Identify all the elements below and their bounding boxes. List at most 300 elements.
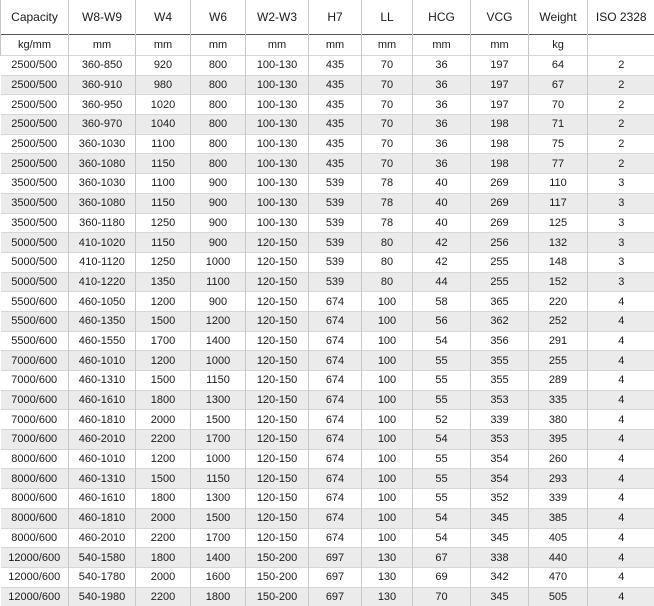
cell-w4: 1350 <box>136 272 191 292</box>
cell-w6: 1500 <box>191 410 246 430</box>
table-row <box>1 193 654 213</box>
cell-w8-w9: 410-1020 <box>69 233 136 253</box>
cell-ll: 78 <box>362 174 413 194</box>
cell-h7: 697 <box>309 548 362 568</box>
cell-capacity: 12000/600 <box>1 548 69 568</box>
cell-w2-w3: 100-130 <box>246 115 309 135</box>
table-row <box>1 469 654 489</box>
unit-h7: mm <box>309 35 362 56</box>
cell-w4: 1100 <box>136 174 191 194</box>
cell-h7: 697 <box>309 587 362 606</box>
cell-weight: 148 <box>529 252 588 272</box>
cell-ll: 70 <box>362 95 413 115</box>
cell-w2-w3: 120-150 <box>246 508 309 528</box>
cell-iso-2328: 3 <box>588 174 654 194</box>
unit-iso-2328 <box>588 35 654 56</box>
cell-weight: 152 <box>529 272 588 292</box>
cell-weight: 291 <box>529 331 588 351</box>
cell-iso-2328: 3 <box>588 213 654 233</box>
cell-w6: 1150 <box>191 469 246 489</box>
cell-w4: 1800 <box>136 489 191 509</box>
table-row <box>1 272 654 292</box>
cell-vcg: 354 <box>471 469 529 489</box>
cell-weight: 125 <box>529 213 588 233</box>
cell-vcg: 255 <box>471 252 529 272</box>
cell-ll: 100 <box>362 351 413 371</box>
table-row <box>1 56 654 76</box>
cell-iso-2328: 4 <box>588 508 654 528</box>
cell-vcg: 338 <box>471 548 529 568</box>
cell-h7: 435 <box>309 75 362 95</box>
cell-w2-w3: 120-150 <box>246 371 309 391</box>
cell-weight: 260 <box>529 449 588 469</box>
cell-iso-2328: 4 <box>588 528 654 548</box>
cell-w8-w9: 460-2010 <box>69 430 136 450</box>
cell-weight: 293 <box>529 469 588 489</box>
cell-hcg: 55 <box>413 351 471 371</box>
cell-iso-2328: 2 <box>588 56 654 76</box>
cell-w6: 1300 <box>191 390 246 410</box>
cell-ll: 100 <box>362 311 413 331</box>
cell-w6: 900 <box>191 174 246 194</box>
table-row <box>1 567 654 587</box>
unit-capacity: kg/mm <box>1 35 69 56</box>
cell-hcg: 55 <box>413 371 471 391</box>
cell-ll: 100 <box>362 430 413 450</box>
cell-weight: 339 <box>529 489 588 509</box>
cell-ll: 78 <box>362 193 413 213</box>
unit-vcg: mm <box>471 35 529 56</box>
cell-iso-2328: 2 <box>588 115 654 135</box>
cell-w8-w9: 360-1080 <box>69 193 136 213</box>
cell-ll: 130 <box>362 587 413 606</box>
cell-capacity: 8000/600 <box>1 528 69 548</box>
cell-h7: 435 <box>309 154 362 174</box>
cell-w8-w9: 460-1610 <box>69 390 136 410</box>
col-header-w4: W4 <box>136 0 191 35</box>
cell-ll: 130 <box>362 548 413 568</box>
table-row <box>1 449 654 469</box>
cell-w8-w9: 460-1350 <box>69 311 136 331</box>
cell-w8-w9: 460-1010 <box>69 449 136 469</box>
table-row <box>1 528 654 548</box>
cell-w6: 800 <box>191 134 246 154</box>
cell-vcg: 355 <box>471 351 529 371</box>
cell-ll: 70 <box>362 56 413 76</box>
cell-h7: 435 <box>309 95 362 115</box>
cell-w2-w3: 120-150 <box>246 311 309 331</box>
col-header-vcg: VCG <box>471 0 529 35</box>
cell-hcg: 70 <box>413 587 471 606</box>
unit-ll: mm <box>362 35 413 56</box>
cell-ll: 70 <box>362 134 413 154</box>
cell-h7: 674 <box>309 390 362 410</box>
cell-vcg: 345 <box>471 508 529 528</box>
cell-vcg: 198 <box>471 154 529 174</box>
cell-capacity: 2500/500 <box>1 95 69 115</box>
cell-capacity: 2500/500 <box>1 56 69 76</box>
cell-w4: 2000 <box>136 508 191 528</box>
cell-w2-w3: 120-150 <box>246 430 309 450</box>
cell-w2-w3: 120-150 <box>246 489 309 509</box>
cell-w4: 1500 <box>136 469 191 489</box>
cell-w4: 2200 <box>136 528 191 548</box>
cell-iso-2328: 3 <box>588 252 654 272</box>
table-row <box>1 115 654 135</box>
cell-iso-2328: 4 <box>588 371 654 391</box>
cell-w4: 2000 <box>136 410 191 430</box>
cell-vcg: 197 <box>471 56 529 76</box>
cell-capacity: 5500/600 <box>1 292 69 312</box>
cell-w2-w3: 150-200 <box>246 587 309 606</box>
cell-w6: 1200 <box>191 311 246 331</box>
cell-iso-2328: 4 <box>588 469 654 489</box>
cell-hcg: 42 <box>413 252 471 272</box>
cell-vcg: 354 <box>471 449 529 469</box>
cell-hcg: 69 <box>413 567 471 587</box>
cell-capacity: 3500/500 <box>1 174 69 194</box>
unit-hcg: mm <box>413 35 471 56</box>
cell-w2-w3: 120-150 <box>246 233 309 253</box>
cell-w2-w3: 150-200 <box>246 548 309 568</box>
cell-w8-w9: 360-910 <box>69 75 136 95</box>
cell-w4: 1040 <box>136 115 191 135</box>
cell-h7: 435 <box>309 115 362 135</box>
cell-w2-w3: 120-150 <box>246 292 309 312</box>
cell-iso-2328: 3 <box>588 193 654 213</box>
cell-weight: 255 <box>529 351 588 371</box>
table-row <box>1 233 654 253</box>
cell-w8-w9: 410-1120 <box>69 252 136 272</box>
cell-w6: 1400 <box>191 548 246 568</box>
cell-weight: 70 <box>529 95 588 115</box>
cell-capacity: 7000/600 <box>1 371 69 391</box>
cell-w2-w3: 120-150 <box>246 390 309 410</box>
cell-w6: 900 <box>191 193 246 213</box>
cell-weight: 117 <box>529 193 588 213</box>
cell-w8-w9: 460-1010 <box>69 351 136 371</box>
cell-hcg: 54 <box>413 430 471 450</box>
col-header-w8-w9: W8-W9 <box>69 0 136 35</box>
cell-ll: 100 <box>362 331 413 351</box>
col-header-hcg: HCG <box>413 0 471 35</box>
cell-w8-w9: 460-1310 <box>69 371 136 391</box>
cell-w8-w9: 410-1220 <box>69 272 136 292</box>
header-row <box>1 0 654 35</box>
cell-w2-w3: 120-150 <box>246 331 309 351</box>
cell-w6: 800 <box>191 56 246 76</box>
cell-w6: 1000 <box>191 449 246 469</box>
cell-weight: 440 <box>529 548 588 568</box>
cell-h7: 674 <box>309 489 362 509</box>
cell-w8-w9: 540-1580 <box>69 548 136 568</box>
cell-w2-w3: 120-150 <box>246 469 309 489</box>
cell-hcg: 36 <box>413 56 471 76</box>
table-row <box>1 252 654 272</box>
cell-vcg: 355 <box>471 371 529 391</box>
cell-w2-w3: 120-150 <box>246 410 309 430</box>
cell-hcg: 54 <box>413 528 471 548</box>
cell-w8-w9: 360-1180 <box>69 213 136 233</box>
cell-hcg: 67 <box>413 548 471 568</box>
cell-h7: 674 <box>309 292 362 312</box>
cell-hcg: 42 <box>413 233 471 253</box>
table-row <box>1 508 654 528</box>
table-row <box>1 587 654 606</box>
cell-w4: 2200 <box>136 587 191 606</box>
cell-h7: 674 <box>309 351 362 371</box>
cell-ll: 100 <box>362 410 413 430</box>
cell-w4: 2000 <box>136 567 191 587</box>
cell-vcg: 362 <box>471 311 529 331</box>
cell-hcg: 40 <box>413 193 471 213</box>
cell-h7: 697 <box>309 567 362 587</box>
cell-capacity: 5000/500 <box>1 272 69 292</box>
cell-weight: 405 <box>529 528 588 548</box>
cell-w6: 1100 <box>191 272 246 292</box>
cell-w4: 1150 <box>136 154 191 174</box>
table-row <box>1 292 654 312</box>
cell-w8-w9: 460-1810 <box>69 508 136 528</box>
cell-w6: 1800 <box>191 587 246 606</box>
cell-capacity: 5000/500 <box>1 252 69 272</box>
cell-h7: 674 <box>309 371 362 391</box>
cell-hcg: 54 <box>413 508 471 528</box>
cell-weight: 385 <box>529 508 588 528</box>
cell-ll: 100 <box>362 292 413 312</box>
cell-iso-2328: 4 <box>588 587 654 606</box>
cell-h7: 539 <box>309 213 362 233</box>
cell-w8-w9: 460-1610 <box>69 489 136 509</box>
cell-w2-w3: 120-150 <box>246 272 309 292</box>
cell-w6: 800 <box>191 154 246 174</box>
cell-capacity: 8000/600 <box>1 449 69 469</box>
cell-hcg: 55 <box>413 489 471 509</box>
cell-hcg: 40 <box>413 174 471 194</box>
table-row <box>1 371 654 391</box>
cell-w6: 1150 <box>191 371 246 391</box>
cell-weight: 335 <box>529 390 588 410</box>
cell-iso-2328: 2 <box>588 134 654 154</box>
cell-iso-2328: 4 <box>588 548 654 568</box>
cell-w4: 1200 <box>136 292 191 312</box>
cell-w6: 1700 <box>191 528 246 548</box>
cell-weight: 395 <box>529 430 588 450</box>
cell-w4: 1500 <box>136 311 191 331</box>
cell-weight: 470 <box>529 567 588 587</box>
cell-w4: 1020 <box>136 95 191 115</box>
cell-hcg: 36 <box>413 115 471 135</box>
cell-h7: 539 <box>309 193 362 213</box>
table-row <box>1 410 654 430</box>
table-row <box>1 311 654 331</box>
cell-w8-w9: 460-1810 <box>69 410 136 430</box>
cell-w2-w3: 100-130 <box>246 154 309 174</box>
cell-w4: 1700 <box>136 331 191 351</box>
cell-hcg: 44 <box>413 272 471 292</box>
cell-w8-w9: 460-2010 <box>69 528 136 548</box>
cell-w6: 1500 <box>191 508 246 528</box>
cell-w6: 1000 <box>191 351 246 371</box>
cell-vcg: 345 <box>471 587 529 606</box>
cell-iso-2328: 4 <box>588 390 654 410</box>
cell-capacity: 7000/600 <box>1 351 69 371</box>
cell-iso-2328: 4 <box>588 331 654 351</box>
cell-hcg: 55 <box>413 469 471 489</box>
cell-iso-2328: 3 <box>588 272 654 292</box>
cell-ll: 70 <box>362 154 413 174</box>
cell-vcg: 197 <box>471 75 529 95</box>
cell-w4: 980 <box>136 75 191 95</box>
cell-vcg: 256 <box>471 233 529 253</box>
cell-iso-2328: 4 <box>588 567 654 587</box>
cell-w6: 900 <box>191 292 246 312</box>
cell-w2-w3: 100-130 <box>246 193 309 213</box>
cell-iso-2328: 4 <box>588 449 654 469</box>
cell-hcg: 58 <box>413 292 471 312</box>
cell-hcg: 52 <box>413 410 471 430</box>
cell-w8-w9: 360-1030 <box>69 174 136 194</box>
cell-vcg: 353 <box>471 430 529 450</box>
cell-capacity: 8000/600 <box>1 489 69 509</box>
cell-capacity: 2500/500 <box>1 115 69 135</box>
cell-hcg: 55 <box>413 449 471 469</box>
cell-w6: 1600 <box>191 567 246 587</box>
cell-vcg: 197 <box>471 95 529 115</box>
cell-w4: 2200 <box>136 430 191 450</box>
cell-w2-w3: 100-130 <box>246 134 309 154</box>
cell-w6: 1400 <box>191 331 246 351</box>
cell-w6: 800 <box>191 115 246 135</box>
cell-iso-2328: 2 <box>588 154 654 174</box>
cell-vcg: 353 <box>471 390 529 410</box>
col-header-h7: H7 <box>309 0 362 35</box>
cell-capacity: 5000/500 <box>1 233 69 253</box>
cell-h7: 674 <box>309 311 362 331</box>
units-row <box>1 35 654 56</box>
table-row <box>1 489 654 509</box>
table-row <box>1 331 654 351</box>
cell-capacity: 12000/600 <box>1 587 69 606</box>
cell-weight: 67 <box>529 75 588 95</box>
cell-ll: 100 <box>362 528 413 548</box>
cell-w4: 1250 <box>136 252 191 272</box>
cell-w2-w3: 120-150 <box>246 351 309 371</box>
table-row <box>1 75 654 95</box>
cell-weight: 289 <box>529 371 588 391</box>
table-row <box>1 430 654 450</box>
cell-w8-w9: 360-850 <box>69 56 136 76</box>
cell-w4: 1200 <box>136 449 191 469</box>
cell-hcg: 36 <box>413 95 471 115</box>
table-row <box>1 351 654 371</box>
table-row <box>1 95 654 115</box>
cell-weight: 252 <box>529 311 588 331</box>
cell-w4: 1100 <box>136 134 191 154</box>
cell-ll: 80 <box>362 233 413 253</box>
cell-vcg: 339 <box>471 410 529 430</box>
cell-w6: 800 <box>191 75 246 95</box>
col-header-ll: LL <box>362 0 413 35</box>
cell-w8-w9: 360-1080 <box>69 154 136 174</box>
cell-vcg: 198 <box>471 115 529 135</box>
cell-ll: 100 <box>362 469 413 489</box>
cell-iso-2328: 4 <box>588 311 654 331</box>
cell-h7: 539 <box>309 233 362 253</box>
cell-w4: 1150 <box>136 193 191 213</box>
cell-iso-2328: 4 <box>588 351 654 371</box>
cell-iso-2328: 4 <box>588 489 654 509</box>
cell-w2-w3: 100-130 <box>246 174 309 194</box>
cell-w8-w9: 360-1030 <box>69 134 136 154</box>
cell-capacity: 8000/600 <box>1 508 69 528</box>
col-header-iso-2328: ISO 2328 <box>588 0 654 35</box>
table-row <box>1 134 654 154</box>
table-row <box>1 390 654 410</box>
table-row <box>1 154 654 174</box>
table-row <box>1 213 654 233</box>
cell-w6: 1300 <box>191 489 246 509</box>
unit-w8-w9: mm <box>69 35 136 56</box>
cell-vcg: 356 <box>471 331 529 351</box>
unit-w4: mm <box>136 35 191 56</box>
cell-weight: 77 <box>529 154 588 174</box>
cell-iso-2328: 4 <box>588 410 654 430</box>
cell-ll: 80 <box>362 252 413 272</box>
cell-w8-w9: 460-1550 <box>69 331 136 351</box>
cell-ll: 100 <box>362 449 413 469</box>
cell-hcg: 36 <box>413 154 471 174</box>
cell-w6: 1700 <box>191 430 246 450</box>
cell-capacity: 7000/600 <box>1 390 69 410</box>
unit-w6: mm <box>191 35 246 56</box>
cell-w4: 1800 <box>136 390 191 410</box>
cell-h7: 674 <box>309 449 362 469</box>
cell-w2-w3: 120-150 <box>246 528 309 548</box>
cell-h7: 674 <box>309 508 362 528</box>
cell-vcg: 255 <box>471 272 529 292</box>
col-header-weight: Weight <box>529 0 588 35</box>
cell-ll: 100 <box>362 390 413 410</box>
cell-capacity: 2500/500 <box>1 154 69 174</box>
cell-hcg: 36 <box>413 75 471 95</box>
cell-weight: 220 <box>529 292 588 312</box>
cell-hcg: 55 <box>413 390 471 410</box>
table-body <box>1 56 654 606</box>
cell-weight: 64 <box>529 56 588 76</box>
cell-w4: 1500 <box>136 371 191 391</box>
cell-h7: 539 <box>309 252 362 272</box>
cell-ll: 78 <box>362 213 413 233</box>
cell-ll: 100 <box>362 371 413 391</box>
cell-capacity: 5500/600 <box>1 311 69 331</box>
cell-iso-2328: 2 <box>588 75 654 95</box>
cell-vcg: 345 <box>471 528 529 548</box>
cell-w6: 1000 <box>191 252 246 272</box>
cell-w2-w3: 100-130 <box>246 95 309 115</box>
cell-iso-2328: 4 <box>588 430 654 450</box>
cell-h7: 435 <box>309 56 362 76</box>
cell-capacity: 8000/600 <box>1 469 69 489</box>
cell-weight: 132 <box>529 233 588 253</box>
col-header-w2-w3: W2-W3 <box>246 0 309 35</box>
cell-h7: 674 <box>309 469 362 489</box>
cell-w4: 1250 <box>136 213 191 233</box>
cell-w8-w9: 460-1310 <box>69 469 136 489</box>
cell-w2-w3: 120-150 <box>246 449 309 469</box>
cell-w2-w3: 150-200 <box>246 567 309 587</box>
cell-weight: 71 <box>529 115 588 135</box>
